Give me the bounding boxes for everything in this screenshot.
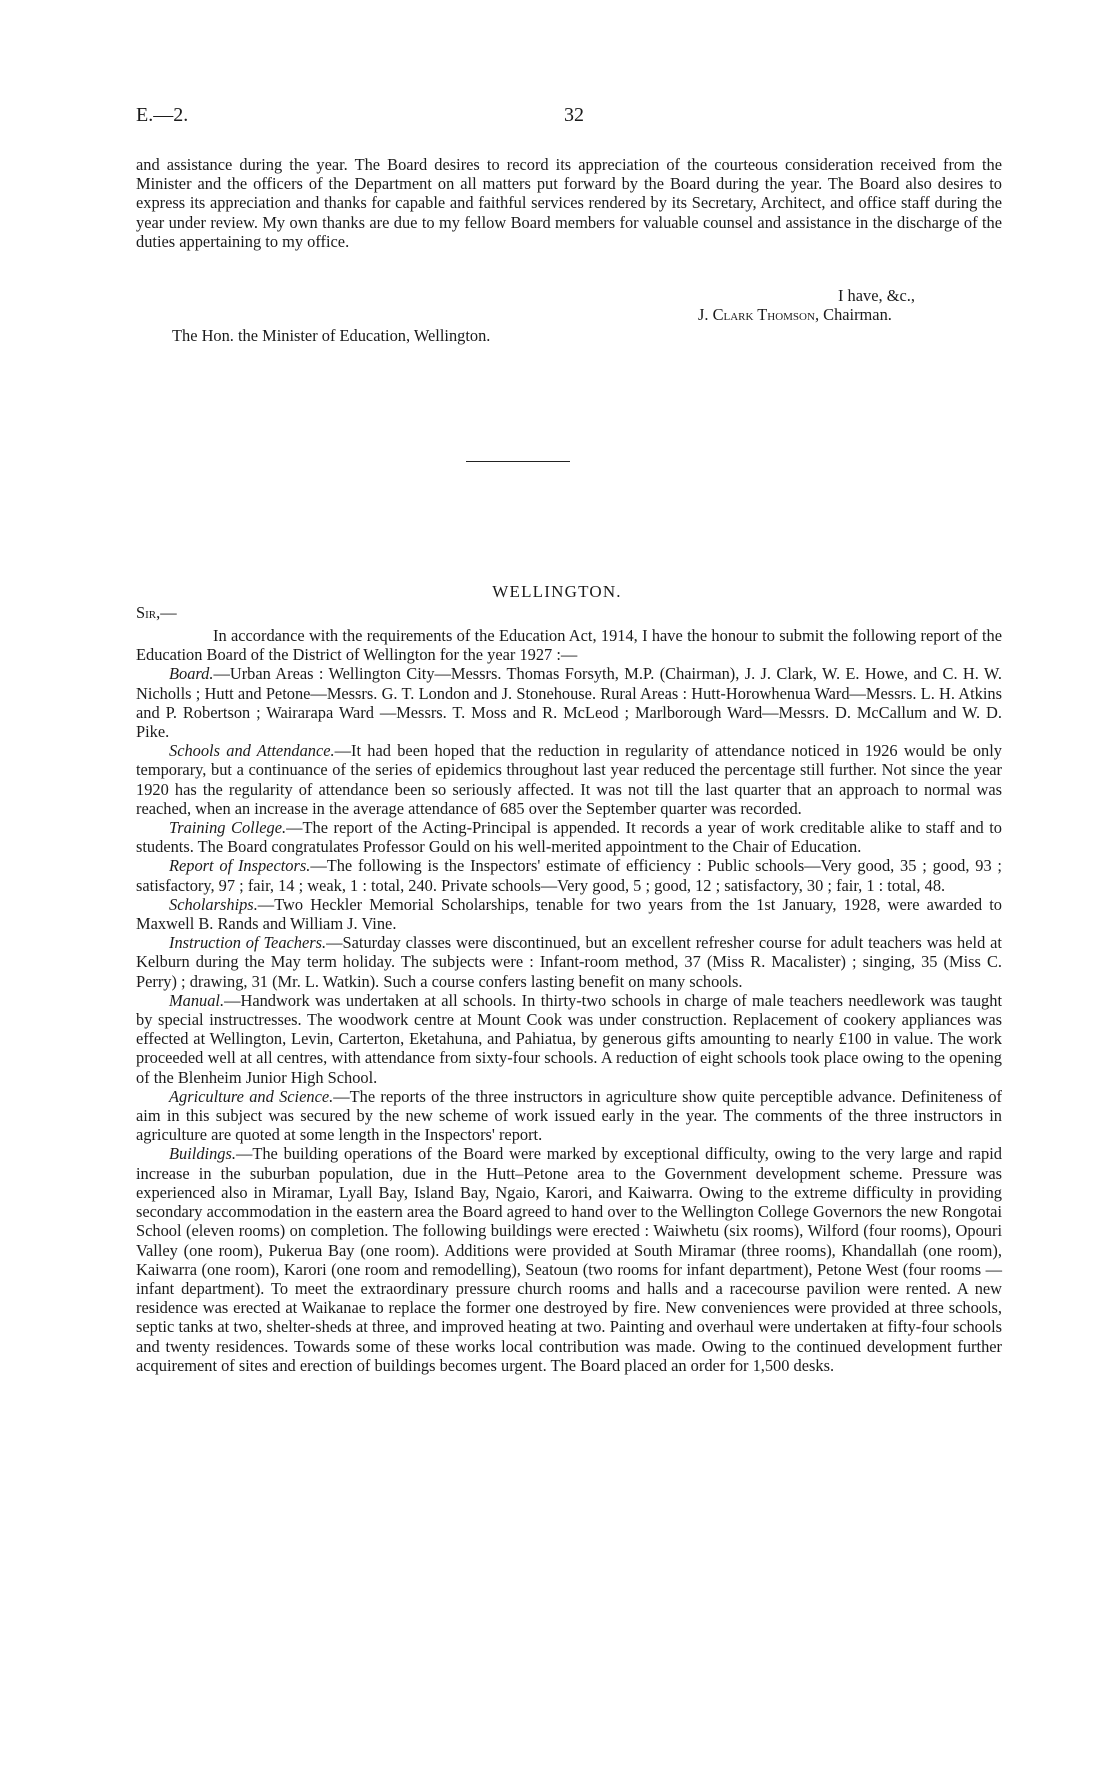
paragraph-heading: Scholarships. [169,894,258,914]
paragraph-heading: Board. [169,664,214,684]
paragraph-heading: Agriculture and Science. [169,1086,334,1106]
signature-role: , Chairman. [814,305,892,324]
paragraph-text: —It had been hoped that the reduction in regularity of attendance noticed in 1926 would be only temporary, but a continuance of the series of epidemics throughout last year reduced the percentage still further. Not since the year 1920 has the regularity of attendance been so seriously affected. It was not till the last quarter that an approach to normal was reached, when an increase in the average attendance of 685 over the September quarter was recorded. [136,741,1002,818]
paragraph-text: —The building operations of the Board were marked by exceptional difficulty, owing to the very large and rapid increase in the suburban population, due in the Hutt–Petone area to the Government development scheme. Pressure was experienced also in Miramar, Lyall Bay, Island Bay, Ngaio, Karori, and Kaiwarra. Owing to the extreme difficulty in providing secondary accommodation in the eastern area the Board agreed to hand over to the Wellington College Governors the new Rongotai School (eleven rooms) on completion. The following buildings were erected : Waiwhetu (six rooms), Wilford (four rooms), Opouri Valley (one room), Pukerua Bay (one room). Additions were provided at South Miramar (three rooms), Khandallah (one room), Kaiwarra (one room), Karori (one room and remodelling), Seatoun (two rooms for infant department), Petone West (four rooms —infant department). To meet the extraordinary pressure church rooms and halls and a racecourse pavilion were rented. A new residence was erected at Waikanae to replace the former one destroyed by fire. New conveniences were provided at three schools, septic tanks at two, shelter-sheds at three, and improved heating at two. Painting and overhaul were undertaken at fifty-four schools and twenty residences. Towards some of these works local contribution was made. Owing to the continued development further acquirement of sites and erection of buildings becomes urgent. The Board placed an order for 1,500 desks. [136,1144,1002,1375]
document-code: E.—2. [136,104,189,126]
report-paragraph [136,664,1002,741]
paragraph-text: —The report of the Acting-Principal is appended. It records a year of work creditable alike to staff and to students. The Board congratulates Professor Gould on his well-merited appointment to the Chair of Education. [136,818,1002,857]
paragraph-heading: Manual. [169,990,225,1010]
report-paragraph [136,1087,1002,1145]
section-divider [466,461,570,462]
paragraph-text: —Urban Areas : Wellington City—Messrs. Thomas Forsyth, M.P. (Chairman), J. J. Clark, W. E. Howe, and C. H. W. Nicholls ; Hutt and Petone—Messrs. G. T. London and J. Stonehouse. Rural Areas : Hutt-Horowhenua Ward—Messrs. L. H. Atkins and P. Robertson ; Wairarapa Ward —Messrs. T. Moss and R. McLeod ; Marlborough Ward—Messrs. D. McCallum and W. D. Pike. [136,664,1002,742]
signature-line [698,305,892,325]
paragraph-heading: Report of Inspectors. [169,856,311,876]
report-paragraph [136,991,1002,1087]
report-paragraph [136,741,1002,818]
addressee: The Hon. the Minister of Education, Wellington. [172,326,491,345]
paragraph-heading: Instruction of Teachers. [169,933,327,953]
top-paragraph: and assistance during the year. The Board desires to record its appreciation of the courteous consideration received from the Minister and the officers of the Department on all matters put forward by the Board during the year. The Board also desires to express its appreciation and thanks for capable and faithful services rendered by its Secretary, Architect, and office staff during the year under review. My own thanks are due to my fellow Board members for valuable counsel and assistance in the discharge of the duties appertaining to my office. [136,155,1002,251]
intro-paragraph: In accordance with the requirements of the Education Act, 1914, I have the honour to submit the following report of the Education Board of the District of Wellington for the year 1927 :— [136,626,1002,665]
salutation: Sir,— [136,603,177,622]
paragraph-heading: Training College. [169,818,287,838]
paragraph-text: —The following is the Inspectors' estimate of efficiency : Public schools—Very good, 35 ; good, 93 ; satisfactory, 97 ; fair, 14 ; weak, 1 : total, 240. Private schools—Very good, 5 ; good, 12 ; satisfactory, 30 ; fair, 1 : total, 48. [136,856,1002,895]
paragraph-text: —Two Heckler Memorial Scholarships, tenable for two years from the 1st January, 1928, were awarded to Maxwell B. Rands and William J. Vine. [136,894,1002,934]
top-paragraph-block [136,155,1002,251]
report-paragraph [136,818,1002,856]
report-paragraph [136,895,1002,933]
section-title: WELLINGTON. [492,582,622,601]
paragraph-heading: Schools and Attendance. [169,741,335,761]
paragraph-text: —Saturday classes were discontinued, but an excellent refresher course for adult teachers was held at Kelburn during the May term holiday. The subjects were : Infant-room method, 37 (Miss R. Macalister) ; singing, 35 (Miss C. Perry) ; drawing, 31 (Mr. L. Watkin). Such a course confers lasting benefit on many schools. [136,933,1002,991]
signature-name: J. Clark Thomson [698,305,815,324]
report-paragraphs [136,664,1002,1375]
report-paragraph [136,856,1002,894]
report-paragraph [136,933,1002,991]
report-paragraph [136,1144,1002,1374]
signature-closing: I have, &c., [838,286,915,305]
paragraph-text: —Handwork was undertaken at all schools. In thirty-two schools in charge of male teachers needlework was taught by special instructresses. The woodwork centre at Mount Cook was under construction. Replacement of cookery appliances was effected at Wellington, Levin, Carterton, Eketahuna, and Pahiatua, by generous gifts amounting to nearly £100 in value. The work proceeded well at all centres, with attendance from sixty-four schools. A reduction of eight schools took place owing to the opening of the Blenheim Junior High School. [136,990,1002,1087]
page-number: 32 [564,104,584,126]
page-header [136,104,996,130]
paragraph-text: —The reports of the three instructors in agriculture show quite perceptible advance. Definiteness of aim in this subject was secured by the new scheme of work issued early in the year. The comments of the three instructors in agriculture are quoted at some length in the Inspectors' report. [136,1086,1002,1145]
paragraph-heading: Buildings. [169,1144,236,1164]
report-body [136,626,1002,1375]
